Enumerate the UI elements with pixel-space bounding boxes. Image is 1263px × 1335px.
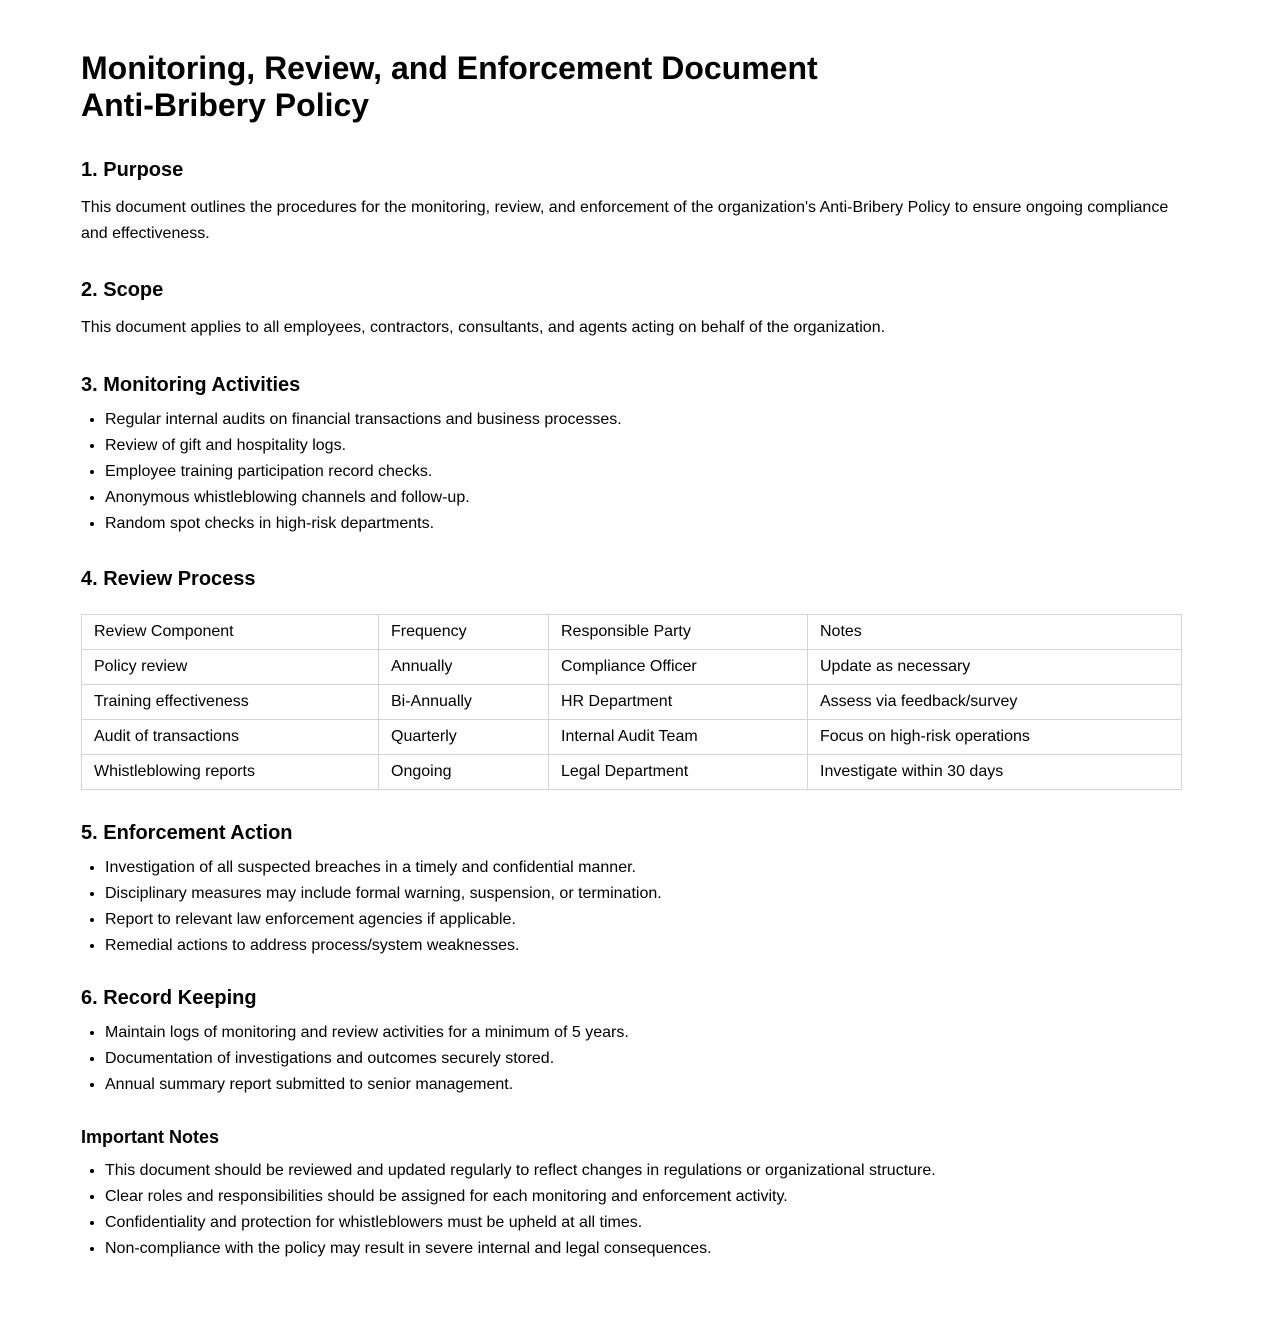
table-cell: Compliance Officer: [549, 650, 808, 685]
list-item: • Review of gift and hospitality logs.: [105, 433, 1182, 459]
table-row: [82, 755, 1182, 790]
table-cell: Whistleblowing reports: [82, 755, 379, 790]
table-cell: Investigate within 30 days: [808, 755, 1182, 790]
record-keeping-list: [81, 1020, 1182, 1098]
document-title-line-1: Monitoring, Review, and Enforcement Document: [81, 50, 818, 86]
list-item: • Random spot checks in high-risk departments.: [105, 511, 1182, 537]
section-monitoring: [81, 373, 1182, 537]
section-important-notes: [81, 1126, 1182, 1262]
column-header: Responsible Party: [549, 615, 808, 650]
table-cell: Training effectiveness: [82, 685, 379, 720]
table-cell: Ongoing: [379, 755, 549, 790]
scope-heading: 2. Scope: [81, 279, 164, 301]
table-cell: Update as necessary: [808, 650, 1182, 685]
list-item: • This document should be reviewed and updated regularly to reflect changes in regulations or organizational structure.: [105, 1158, 1182, 1184]
document-title: [81, 50, 1182, 124]
list-item: • Maintain logs of monitoring and review activities for a minimum of 5 years.: [105, 1020, 1182, 1046]
enforcement-heading: 5. Enforcement Action: [81, 822, 293, 844]
table-header-row: [82, 615, 1182, 650]
table-row: [82, 720, 1182, 755]
column-header: Review Component: [82, 615, 379, 650]
table-cell: Focus on high-risk operations: [808, 720, 1182, 755]
enforcement-list: [81, 855, 1182, 959]
purpose-heading: 1. Purpose: [81, 159, 184, 181]
list-item: • Report to relevant law enforcement agencies if applicable.: [105, 907, 1182, 933]
list-item: • Employee training participation record checks.: [105, 459, 1182, 485]
record-keeping-heading: 6. Record Keeping: [81, 987, 257, 1009]
review-heading: 4. Review Process: [81, 568, 256, 590]
document-title-line-2: Anti-Bribery Policy: [81, 87, 370, 123]
table-cell: Annually: [379, 650, 549, 685]
table-cell: Assess via feedback/survey: [808, 685, 1182, 720]
scope-text: This document applies to all employees, contractors, consultants, and agents acting on behalf of the organization.: [81, 319, 886, 336]
section-purpose: [81, 158, 1182, 247]
table-cell: Quarterly: [379, 720, 549, 755]
list-item: • Disciplinary measures may include formal warning, suspension, or termination.: [105, 881, 1182, 907]
table-cell: HR Department: [549, 685, 808, 720]
table-cell: Internal Audit Team: [549, 720, 808, 755]
table-cell: Policy review: [82, 650, 379, 685]
section-enforcement: [81, 821, 1182, 959]
section-scope: [81, 278, 1182, 341]
table-cell: Legal Department: [549, 755, 808, 790]
list-item: • Remedial actions to address process/system weaknesses.: [105, 933, 1182, 959]
list-item: • Investigation of all suspected breaches in a timely and confidential manner.: [105, 855, 1182, 881]
list-item: • Regular internal audits on financial transactions and business processes.: [105, 407, 1182, 433]
table-cell: Bi-Annually: [379, 685, 549, 720]
column-header: Frequency: [379, 615, 549, 650]
list-item: • Annual summary report submitted to senior management.: [105, 1072, 1182, 1098]
important-notes-heading: Important Notes: [81, 1127, 220, 1147]
table-cell: Audit of transactions: [82, 720, 379, 755]
section-record-keeping: [81, 986, 1182, 1098]
list-item: • Non-compliance with the policy may result in severe internal and legal consequences.: [105, 1236, 1182, 1262]
list-item: • Documentation of investigations and outcomes securely stored.: [105, 1046, 1182, 1072]
purpose-text: This document outlines the procedures for the monitoring, review, and enforcement of the organization's Anti-Bribery Policy to ensure ongoing compliance and effectiveness.: [81, 199, 1169, 242]
monitoring-heading: 3. Monitoring Activities: [81, 374, 301, 396]
table-row: [82, 650, 1182, 685]
important-notes-list: [81, 1158, 1182, 1262]
review-table: [81, 614, 1182, 790]
list-item: • Anonymous whistleblowing channels and follow-up.: [105, 485, 1182, 511]
list-item: • Clear roles and responsibilities should be assigned for each monitoring and enforcement activity.: [105, 1184, 1182, 1210]
table-row: [82, 685, 1182, 720]
monitoring-list: [81, 407, 1182, 537]
section-review: [81, 567, 1182, 790]
list-item: • Confidentiality and protection for whistleblowers must be upheld at all times.: [105, 1210, 1182, 1236]
column-header: Notes: [808, 615, 1182, 650]
